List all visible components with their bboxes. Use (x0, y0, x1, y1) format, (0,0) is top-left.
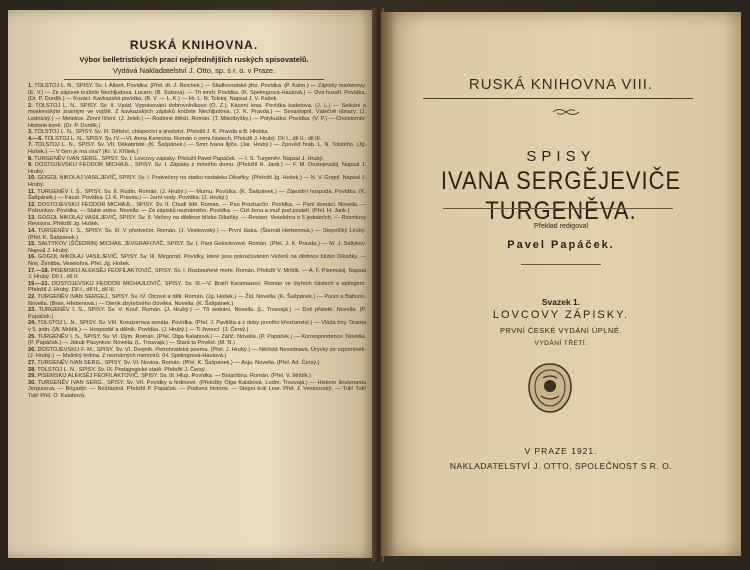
catalog-entry-number: 13. (28, 214, 36, 221)
divider (64, 79, 324, 80)
catalog-entry (28, 215, 366, 228)
left-page (8, 10, 380, 558)
catalog-entry-text: TURGENĚV I. S., SPISY. Sv. VI. Dým. Román. (Přel. Olga Kalabová.) — Zářič. Novella. (P. Papáček.) — Korrespondence. Novella. (P. Papáček.) — Jakub Pasynkov. Novella. (L. Trosvajá.) — Stará ta Pověst. (M. N.) (28, 333, 367, 347)
catalog-entry (28, 307, 366, 320)
ornament-icon (551, 107, 581, 117)
catalog-entry (28, 162, 366, 175)
printing-note: VYDÁNÍ TŘETÍ. (534, 340, 588, 347)
catalog-entry (28, 156, 366, 163)
catalog-entry-number: 7. (28, 142, 33, 149)
publisher-name: NAKLADATELSTVÍ J. OTTO, SPOLEČNOST S R. O. (449, 461, 673, 471)
catalog-entry-number: 3. (28, 129, 33, 136)
catalog-subtitle: Výbor belletristických prací nejpřednějších ruských spisovatelů. (79, 55, 309, 64)
catalog-title: RUSKÁ KNIHOVNA. (129, 38, 259, 52)
catalog-entry-number: 12. (28, 201, 36, 208)
catalog-entry-text: TURGENĚV I. S., SPISY. Sv. II. Rudin. Román. (J. Hrubý.) — Mumu. Povídka. (K. Šašpánek.) — Zájezdní hospoda. Povídka. (K. Šašpánek.) — Faust. Povídka. (J. K. Pravda.) — Jarní vody. Povídka. (J. Hrubý.) (28, 188, 366, 202)
work-title: LOVCOVY ZÁPISKY. (492, 309, 630, 321)
catalog-entry-text: DOSTOJEVSKIJ FEODOR MICHAJL., SPISY. Sv. I. Zápisky z mrtvého domu. (Přeložil H. Jank.) — F. M. Dostojevskij. Napsal J. Hrubý. (28, 162, 366, 175)
editor-name: Pavel Papáček. (507, 239, 615, 251)
catalog-entry-text: TOLSTOJ L. N., SPISY. Sv. I. Albert. Povídka. (Přel. dr. J. Reichek.) — Sladkovodské jitro. Povídka. (P. Kahn.) — Zápisky markérovy. (E. V.) — Ze zápisek knížete Nechljudova. Lucern. (B. Sukova). — Tři smrti. Povídka. (K. Spelingrová-Haulová.) — Dva husaři. Povídka. (Dr. P. Durdík.) — Kozáci. Kavkazská povídka. (B. V. — L. K.) — Hr. L. N. Tolstoj. Napsal J. V. Kašek. (28, 83, 366, 103)
spisy-heading: SPISY (526, 148, 596, 165)
catalog-entry-text: PISEMSKIJ ALEKSĚJ FEOFILAKTOVIČ, SPISY. Sv. III. Hlup. Povídka. — Boiarština. Román. (Přel. V. Mrštík.) (37, 373, 312, 380)
catalog-entry-text: GOGOL NIKOLAJ VASILJEVIČ, SPISY. Sv. I. Podvečery na statku nedaleko Dikaňky. (Přeložil Jg. Hošek.) — N. V. Gogol. Napsal J. Hrubý. (28, 175, 366, 188)
catalog-entry (28, 129, 366, 136)
catalog-list (28, 83, 366, 400)
catalog-entry-number: 1. (28, 83, 33, 89)
catalog-entry-text: TOLSTOJ L. N., SPISY. Sv. IV.—VI. Anna Karenina. Román o osmi částech. Přeložil J. Hrubý. Díl I., díl II., díl III. (44, 135, 322, 142)
editor-divider (521, 264, 601, 265)
catalog-entry-number: 16. (28, 254, 36, 261)
catalog-entry-text: TOLSTOJ L. N., SPISY. Sv. III. Dětství, chlapectví a jinošství. Přeložil J. K. Pravda a B. Hlobka. (34, 129, 270, 136)
catalog-entry (28, 189, 366, 202)
series-title: RUSKÁ KNIHOVNA VIII. (468, 76, 654, 93)
catalog-entry-text: TOLSTOJ L. N., SPISY. Sv. IX. Pedagogické statě. Přeložil J. Čersý. (37, 366, 207, 373)
catalog-entry-text: TOLSTOJ L. N., SPISY. Sv. VII. Děkabristé. (K. Šašpánek.) — Smrt Ivana Iljiče. (Jar. Hrubý.) — Zpověď hrab. L. N. Tolstého. (Jg. Hošek.) — V čem je má víra? (Kr. V. Kříšek.) (28, 142, 367, 155)
catalog-entry-number: 14. (28, 228, 36, 235)
catalog-entry (28, 202, 366, 215)
catalog-entry-number: 25. (28, 333, 36, 340)
edition-note: PRVNÍ ČESKÉ VYDÁNÍ ÚPLNÉ. (500, 326, 622, 335)
catalog-entry-text: TOLSTOJ L. N., SPISY. Sv. II. Vpád. Vyprávování dobrovolníkovo (O. Z.). Kácení lesa. Povídka kadetova. (J. L.) — Setkání s moskevským známým ve vojště. Z kavkazských zápisků knížete Nechljudova. (J. K. Pravda.) — Sevastopol. Válečné obrazy. (J. Lodnický.) — Metelice. Zimní líčení. (J. Jelek.) — Rodinné štěstí. Román. (T. Mikotbyšky.) — Polykuška. Povídka. (V. P.) — Cholstoměr. Historie koně. (Dr. P. Durdík.) (28, 102, 367, 129)
edited-by-label: Překlad redigoval (533, 223, 589, 230)
catalog-entry-number: 8. (28, 155, 33, 162)
catalog-entry-text: GOGOL NIKOLAJ VASILJEVIČ, SPISY. Sv. II. Večery na dědince blízko Dikaňky. — Revisor. Veselohra o 5 jednáních. — Rozmluvy Revisora. Přeložil Jg. Hošek. (28, 214, 367, 228)
catalog-entry-text: DOSTOJEVSKIJ FEODOR MICHAJL., SPISY. Sv. II. Chudí lidé. Román. — Pan Procharčin. Povídka. — Paní domácí. Novella. — Polzunkov. Povídka. — Slabé srdce. Novella. — Ze zápisků neznámého. Povídka. — Cizí žena a muž pod postelí. (Přel. H. Jank.) (28, 201, 366, 215)
catalog-entry-text: TURGENĚV IVAN SERG., SPISY. Sv. I. Lovcovy zápisky. Přeložil Pavel Papáček. — I. S. Turgeněv. Napsal J. Hrubý. (34, 155, 324, 162)
catalog-entry-text: TURGENĚV IVAN SERG., SPISY. Sv. VII. Povídky a hrdinové. (Přeložily Olga Kalabová, Ludm. Trosvajá.) — Historie lieutenanta Jergunova. — Brigadýr. — Nešťastná. Přeložil P. Papáček. — Podivná historie. — Stepní král Lear. Přel. J. Vesleovský. — Tuk! Tuk! Tuk! Přel. O. Kalabová. (28, 379, 366, 399)
author-divider (443, 208, 673, 209)
catalog-entry-number: 10. (28, 175, 36, 182)
publisher-emblem-icon (527, 362, 573, 414)
catalog-entry (28, 103, 366, 129)
catalog-entry (28, 241, 366, 254)
series-divider (423, 98, 693, 99)
catalog-entry (28, 228, 366, 241)
left-page-header (8, 38, 380, 80)
catalog-entry-number: 11. (28, 188, 36, 195)
catalog-entry-text: TOLSTOJ L. N., SPISY. Sv. VIII. Kreutzerova sonáta. Povídka. (Přel. J. Pavlišta a z doby prvního křesťanství.) — Vláda tmy. Drama v 5. jedn. (W. Mrštík.) — Hospodář a dělník. Povídka. (J. Hrubý.) — Ti živoucí. (J. Čersý.) (28, 320, 367, 333)
catalog-entry-text: PISEMSKIJ ALEKSĚJ FEOFILAKTOVIČ, SPISY. Sv. I. Rozbouřené moře. Román. Přeložil V. Mrštík. — A. F. Pisemskij. Napsal J. Hrubý. Díl I., díl II. (28, 267, 366, 281)
catalog-entry (28, 347, 366, 360)
catalog-entry (28, 268, 366, 281)
catalog-entry (28, 360, 366, 367)
catalog-entry-number: 30. (28, 379, 36, 386)
catalog-entry-number: 19.—21. (28, 280, 50, 287)
catalog-entry-text: DOSTOJEVSKIJ FEODOR MICHAJLOVIČ, SPISY. Sv. III.—V. Bratři Karamazovi. Román ve čtyřech částech s epilogem. Přeložil J. Hrubý. Díl I., díl II., díl III. (28, 280, 366, 294)
catalog-entry (28, 373, 366, 380)
catalog-entry-text: DOSTOJEVSKIJ F. M., SPISY. Sv. VI. Dvojník. Petrohradská poema. (Přel. J. Hrubý.) — Něčistá Nevodnava. Úryvky ze vzpomínek. (J. Hrubý.) — Malinký hrdina. Z neznámých memoirů. (H. Spelingrová-Haulová.) (28, 346, 366, 360)
catalog-entry-text: GOGOL NIKOLAJ VASILJEVIČ, SPISY. Sv. III. Mirgorod. Povídky, které jsou pokračováním Večerů na dědince blízko Dikaňky. — Nos. Ženitba. Veselohra. Přel. Jg. Hošek. (28, 254, 366, 268)
catalog-publisher: Vydává Nakladatelství J. Otto, sp. s r. o. v Praze. (112, 66, 276, 75)
catalog-entry-number: 24. (28, 320, 36, 327)
catalog-entry-text: TURGENĚV IVAN SERG., SPISY. Sv. VI. Novina. Román. (Přel. K. Šašpánek.) — Asja. Novella. (Přel. Ad. Čersý.) (37, 359, 320, 366)
catalog-entry-number: 26. (28, 346, 36, 353)
catalog-entry (28, 83, 366, 103)
catalog-entry (28, 334, 366, 347)
catalog-entry-number: 4.—6. (28, 135, 43, 142)
catalog-entry (28, 175, 366, 188)
catalog-entry-text: TURGENĚV I. S., SPISY. Sv. III. V předvečer. Román. (J. Vesleovský.) — První láska. (Šternál Herbenová.) — Stepníčký Lírský. (Přel. K. Šašpánek.) (28, 228, 366, 241)
catalog-entry-text: TURGENĚV I. S., SPISY. Sv. V. Kouř. Román. (J. Hrubý.) — Tři setkání. Novella. (L. Trosvajá.) — Dvě přátelé. Novella. (P. Papáček.) (28, 307, 367, 320)
catalog-entry-number: 29. (28, 373, 36, 380)
catalog-entry (28, 254, 366, 267)
catalog-entry-text: SALTYKOV (ŠČEDRIN) MICHAIL JEVGRAFOVIČ, SPISY. Sv. I. Pani Golovlevové. Román. (Přel. J. K. Pravda.) — M. J. Saltykov. Napsal J. Hrubý. (28, 241, 367, 254)
catalog-entry-number: 15. (28, 241, 36, 248)
right-page (381, 12, 741, 556)
place-year: V PRAZE 1921. (524, 446, 598, 456)
catalog-entry-number: 27. (28, 359, 36, 366)
catalog-entry-number: 9. (28, 162, 33, 169)
catalog-entry (28, 380, 366, 400)
catalog-entry-number: 17.—18. (28, 267, 50, 274)
volume-label: Svazek 1. (541, 297, 581, 307)
catalog-entry (28, 142, 366, 155)
author-name: IVANA SERGĚJEVIČE TURGENĚVA. (440, 166, 682, 225)
catalog-entry-number: 2. (28, 102, 33, 109)
catalog-entry-number: 22. (28, 294, 36, 300)
catalog-entry-text: TURGENĚV IVAN SERGEJ., SPISY. Sv. IV. Otcové a děti. Román. (Jg. Hošek.) — Žid. Novella. (K. Šašpánek.) — Punin a Baburin. Novella. (Bran. Hřebenová.) — Deník zbytečného člověka. Novella. (K. Šašpánek.) (28, 294, 366, 307)
catalog-entry-number: 23. (28, 307, 36, 314)
catalog-entry (28, 281, 366, 294)
catalog-entry (28, 294, 366, 307)
catalog-entry (28, 320, 366, 333)
catalog-entry-number: 28. (28, 366, 36, 373)
